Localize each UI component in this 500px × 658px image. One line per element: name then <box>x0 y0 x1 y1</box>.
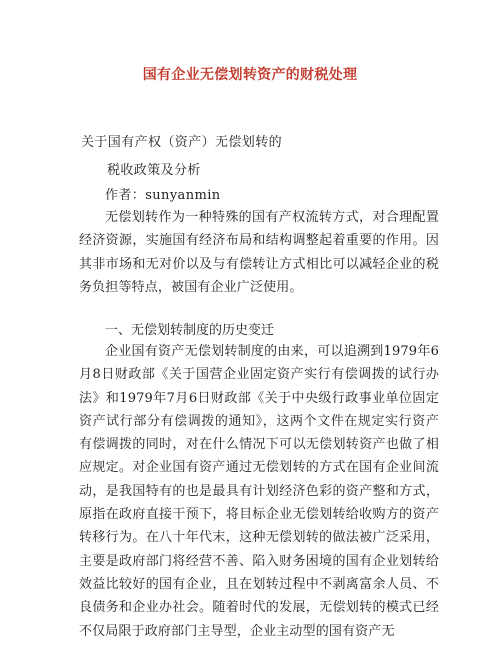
subtitle-line-1: 关于国有产权（资产）无偿划转的 <box>81 135 283 150</box>
author-line: 作者：sunyanmin <box>105 188 221 203</box>
subtitle-line-2: 税收政策及分析 <box>107 163 201 178</box>
section-heading: 一、无偿划转制度的历史变迁 <box>105 323 275 338</box>
paragraph-intro: 无偿划转作为一种特殊的国有产权流转方式，对合理配置经济资源，实施国有经济布局和结构调整起着重要的作用。因其非市场和无对价以及与有偿转让方式相比可以减轻企业的税务负担等特点，被国有企业广泛使用。 <box>79 210 439 295</box>
paragraph-history: 企业国有资产无偿划转制度的由来，可以追溯到1979年6月8日财政部《关于国营企业固定资产实行有偿调拨的试行办法》和1979年7月6日财政部《关于中央级行政事业单位固定资产试行部分有偿调拨的通知》，这两个文件在规定实行资产有偿调拨的同时，对在什么情况下可以无偿划转资产也做了相应规定。对企业国有资产通过无偿划转的方式在国有企业间流动，是我国特有的也是最具有计划经济色彩的资产整和方式，原指在政府直接干预下，将目标企业无偿划转给收购方的资产转移行为。在八十年代末，这种无偿划转的做法被广泛采用，主要是政府部门将经营不善、陷入财务困境的国有企业划转给效益比较好的国有企业，且在划转过程中不剥离富余人员、不良债务和企业办社会。随着时代的发展，无偿划转的模式已经不仅局限于政府部门主导型，企业主动型的国有资产无 <box>79 344 439 639</box>
document-title: 国有企业无偿划转资产的财税处理 <box>142 67 358 83</box>
